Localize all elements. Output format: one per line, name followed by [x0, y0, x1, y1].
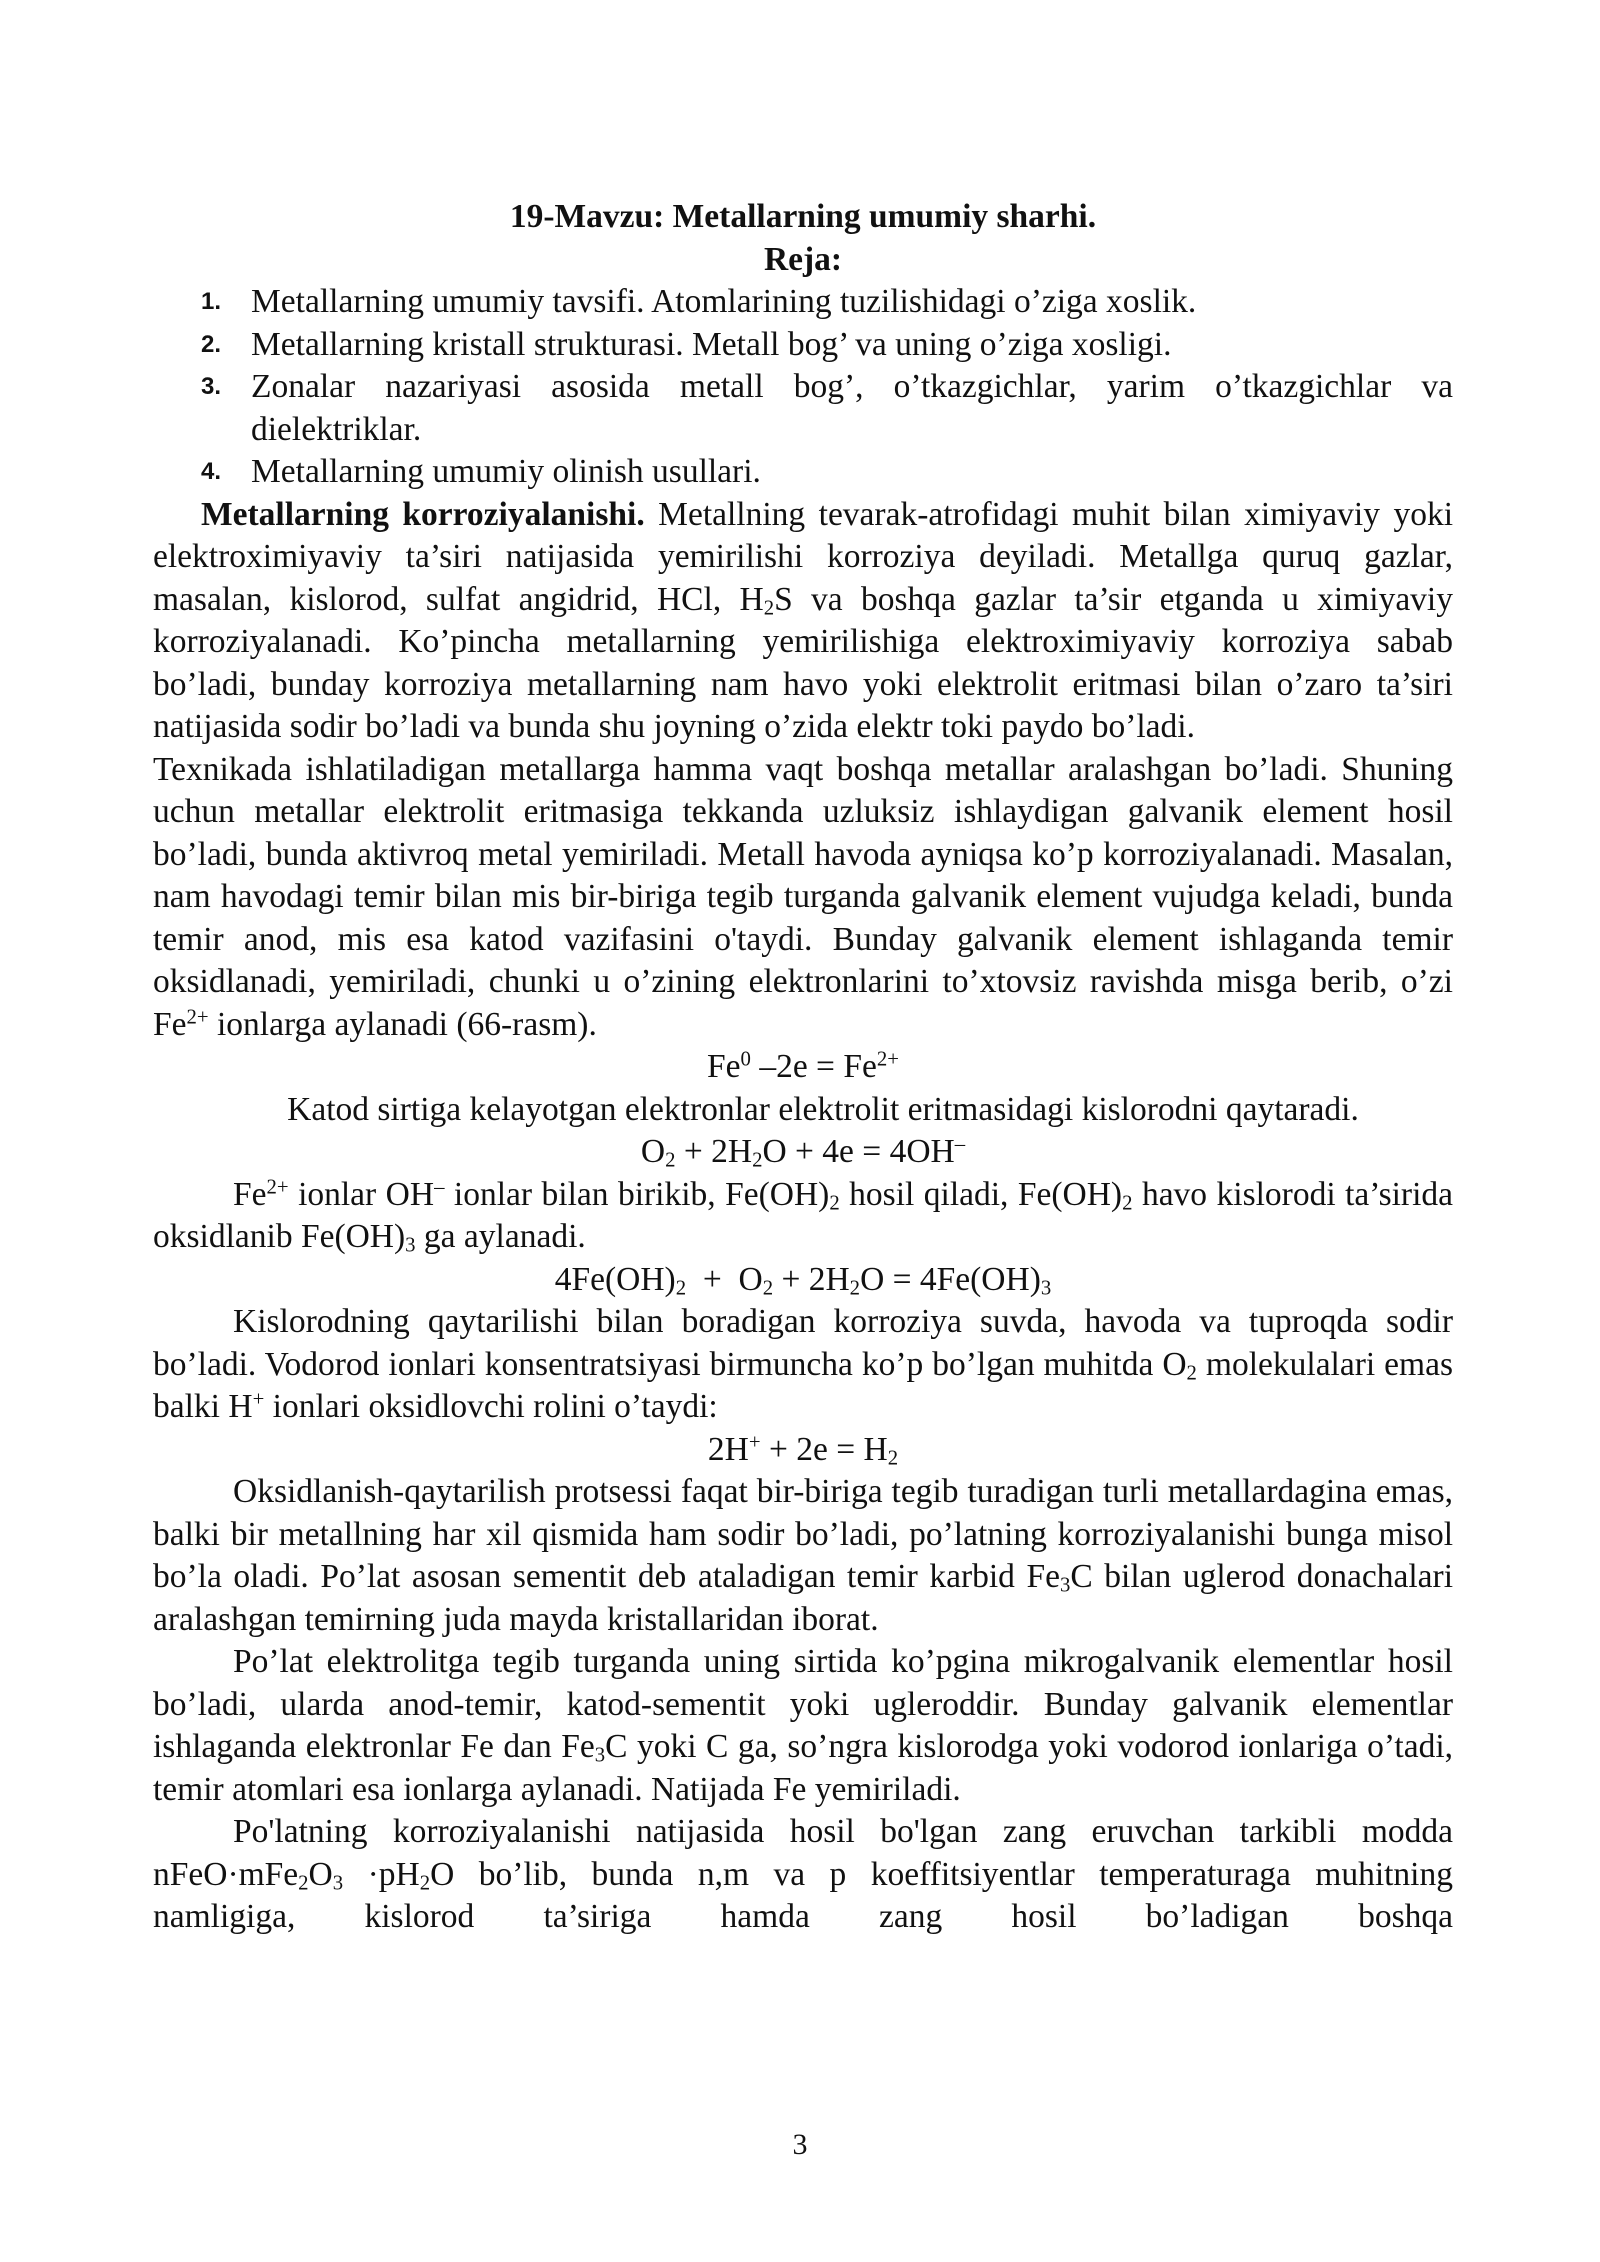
paragraph-hydroxide: $Fe^{2+}$ ionlar OH– ionlar bilan birikib, $Fe(OH)_2$ hosil qiladi, $Fe(OH)_2$ havo kislorodi ta’sirida oksidlanib $Fe(OH)_3$ ga aylanadi.	[153, 1175, 1453, 1257]
plan-item-4: 4. Metallarning umumiy olinish usullari.	[201, 453, 761, 490]
page-title: 19-Mavzu: Metallarning umumiy sharhi.	[509, 198, 1097, 235]
paragraph-cathode: Katod sirtiga kelayotgan elektronlar elektrolit eritmasidagi kislorodni qaytaradi.	[287, 1090, 1359, 1128]
plan-item-1: 1. Metallarning umumiy tavsifi. Atomlarining tuzilishidagi o’ziga xoslik.	[201, 283, 1197, 320]
plan-item-3: 3. Zonalar nazariyasi asosida metall bog’, o’tkazgichlar, yarim o’tkazgichlar va dielektriklar.	[201, 368, 1453, 448]
page-number: 3	[792, 2128, 808, 2161]
document-page	[153, 196, 1453, 1939]
plan-heading: Reja:	[763, 240, 843, 278]
paragraph-rust: Po'latning korroziyalanishi natijasida hosil bo'lgan zang eruvchan tarkibli modda $nFeO\cdot mFe_2O_3 \cdot pH_2O$ bo’lib, bunda n,m va p koeffitsiyentlar temperaturaga muhitning namligiga, kislorod ta’siriga hamda zang hosil bo’ladigan boshqa	[153, 1813, 1453, 1935]
paragraph-galvanic-element: Texnikada ishlatiladigan metallarga hamma vaqt boshqa metallar aralashgan bo’ladi. Shuning uchun metallar elektrolit eritmasiga tekkanda uzluksiz ishlaydigan galvanik element hosil bo’ladi, bunda aktivroq metal yemiriladi. Metall havoda ayniqsa ko’p korroziyalanadi. Masalan, nam havodagi temir bilan mis bir-biriga tegib turganda galvanik element vujudga keladi, bunda temir anod, mis esa katod vazifasini o'taydi. Bunday galvanik element ishlaganda temir oksidlanadi, yemiriladi, chunki u o’zining elektronlarini to’xtovsiz ravishda misga berib, o’zi $Fe^{2+}$ ionlarga aylanadi (66-rasm).	[153, 750, 1453, 1043]
paragraph-corrosion-definition: Metallarning korroziyalanishi. Metallning tevarak-atrofidagi muhit bilan ximiyaviy yoki elektroximiyaviy ta’siri natijasida yemirilishi korroziya deyiladi. Metallga quruq gazlar, masalan, kislorod, sulfat angidrid, HCl, $H_2S$ va boshqa gazlar ta’sir etganda u ximiyaviy korroziyalanadi. Ko’pincha metallarning yemirilishiga elektroximiyaviy korroziya sabab bo’ladi, bunday korroziya metallarning nam havo yoki elektrolit eritmasi bilan o’zaro ta’siri natijasida sodir bo’ladi va bunda shu joyning o’zida elektr toki paydo bo’ladi.	[153, 495, 1454, 745]
paragraph-steel-corrosion: Oksidlanish-qaytarilish protsessi faqat bir-biriga tegib turadigan turli metallardagina emas, balki bir metallning har xil qismida ham sodir bo’ladi, po’latning korroziyalanishi bunga misol bo’la oladi. Po’lat asosan sementit deb ataladigan temir karbid $Fe_3C$ bilan uglerod donachalari aralashgan temirning juda mayda kristallaridan iborat.	[153, 1473, 1453, 1638]
paragraph-microgalvanic: Po’lat elektrolitga tegib turganda uning sirtida ko’pgina mikrogalvanik elementlar hosil bo’ladi, ularda anod-temir, katod-sementit yoki ugleroddir. Bunday galvanik elementlar ishlaganda elektronlar Fe dan $Fe_3C$ yoki C ga, so’ngra kislorodga yoki vodorod ionlariga o’tadi, temir atomlari esa ionlarga aylanadi. Natijada Fe yemiriladi.	[153, 1643, 1454, 1808]
plan-item-2: 2. Metallarning kristall strukturasi. Metall bog’ va uning o’ziga xosligi.	[201, 325, 1172, 363]
equation-iron-oxidation: Fe$^0$ $-2e = Fe^{2+}$	[707, 1047, 899, 1085]
section-heading: Metallarning korroziyalanishi.	[201, 495, 645, 533]
paragraph-oxygen-corrosion: Kislorodning qaytarilishi bilan boradigan korroziya suvda, havoda va tuproqda sodir bo’ladi. Vodorod ionlari konsentratsiyasi birmuncha ko’p bo’lgan muhitda $O_2$ molekulalari emas balki H+ ionlari oksidlovchi rolini o’taydi:	[153, 1303, 1454, 1425]
equation-oxygen-reduction: $O_2 + 2H_2O + 4e = 4OH^-$	[640, 1132, 966, 1172]
plan-list	[153, 281, 1453, 494]
equation-hydroxide-oxidation: $4Fe(OH)_2 + O_2 + 2H_2O = 4Fe(OH)_3$	[554, 1260, 1052, 1300]
equation-hydrogen-reduction: $2H^+ + 2e = H_2$	[707, 1430, 899, 1470]
